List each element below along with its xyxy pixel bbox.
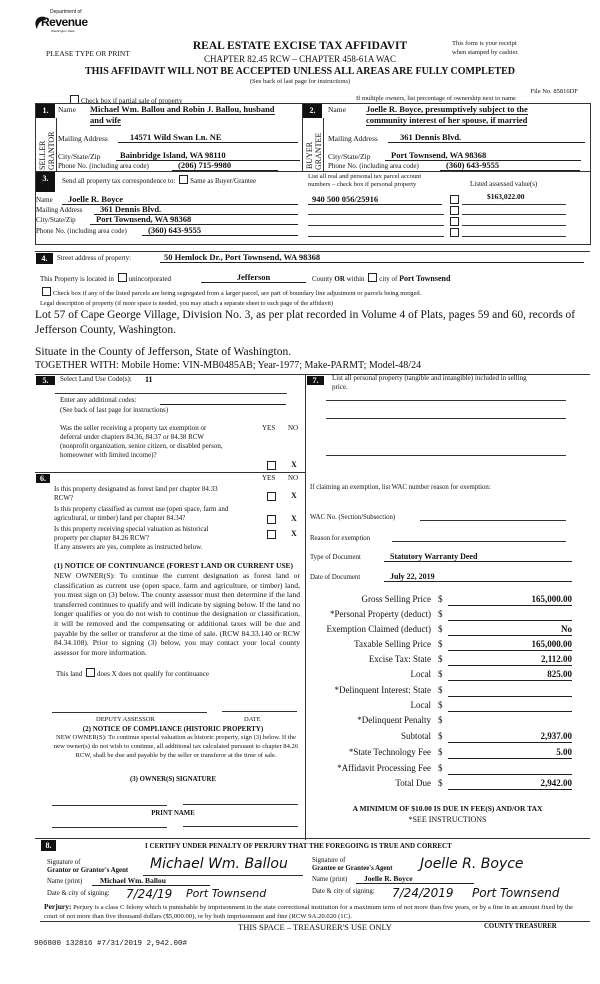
grantee-name-label: Name (print)	[312, 876, 348, 883]
parcel-line[interactable]	[308, 214, 444, 215]
file-number: File No. 85816DF	[530, 88, 578, 95]
personal-property-label-2: price.	[332, 383, 348, 391]
treasurer-use-label: THIS SPACE – TREASURER'S USE ONLY	[238, 922, 392, 932]
currency-symbol: $	[438, 639, 443, 649]
does-not-mark[interactable]: X does not	[111, 670, 142, 678]
owner-signature-label: (3) OWNER(S) SIGNATURE	[130, 776, 216, 783]
personal-property-checkbox[interactable]	[450, 217, 459, 226]
grantor-date-label: Date & city of signing:	[47, 890, 110, 897]
assessed-value[interactable]: $163,022.00	[487, 192, 525, 201]
grantor-signature[interactable]: Michael Wm. Ballou	[150, 856, 288, 872]
corr-city-state-zip[interactable]: Port Townsend, WA 98368	[90, 214, 298, 225]
fee-label: *Affidavit Processing Fee	[337, 763, 431, 773]
seller-mailing-label: Mailing Address	[58, 134, 108, 143]
section-5-number: 5.	[36, 376, 55, 385]
assessed-line[interactable]	[462, 236, 566, 237]
section-1-number: 1.	[36, 104, 55, 118]
see-back-note-5: (See back of last page for instructions)	[60, 406, 169, 414]
exemption-no-mark[interactable]: X	[291, 460, 297, 469]
receipt-note-2: when stamped by cashier.	[452, 49, 519, 56]
notice-continuance-title: (1) NOTICE OF CONTINUANCE (FOREST LAND OR CURRENT USE)	[54, 561, 294, 570]
corr-phone-label: Phone No. (including area code)	[36, 227, 127, 235]
certify-statement: I CERTIFY UNDER PENALTY OF PERJURY THAT THE FOREGOING IS TRUE AND CORRECT	[145, 842, 452, 850]
currency-symbol: $	[438, 763, 443, 773]
grantee-city[interactable]: Port Townsend	[472, 886, 560, 900]
historic-yes-checkbox[interactable]	[267, 530, 276, 539]
grantor-city[interactable]: Port Townsend	[186, 887, 267, 900]
section-2-number: 2.	[303, 104, 322, 118]
continuance-row: This land does X does not qualify for continuance	[56, 670, 209, 678]
fee-label: *Delinquent Interest: State	[334, 685, 431, 695]
seller-mailing-address[interactable]: 14571 Wild Swan Ln. NE	[118, 132, 298, 143]
deputy-signature-line[interactable]	[52, 712, 207, 713]
does-qualify-checkbox[interactable]	[86, 668, 95, 677]
fee-label: Local	[410, 700, 431, 710]
street-address[interactable]: 50 Hemlock Dr., Port Townsend, WA 98368	[160, 252, 584, 263]
currency-symbol: $	[438, 624, 443, 634]
fee-value[interactable]	[448, 700, 572, 712]
owner-signature-line[interactable]	[52, 805, 167, 806]
personal-property-checkbox[interactable]	[450, 228, 459, 237]
divider	[35, 838, 590, 839]
section-7-number: 7.	[307, 376, 324, 385]
doc-date-label: Date of Document	[310, 574, 361, 581]
personal-property-label: List all personal property (tangible and intangible) included in selling	[332, 374, 527, 382]
see-instructions-note: *SEE INSTRUCTIONS	[408, 815, 487, 824]
grantor-date[interactable]: 7/24/19	[126, 887, 173, 901]
grantor-signature-label: Signature of	[47, 859, 81, 866]
buyer-mailing-label: Mailing Address	[328, 134, 378, 143]
exemption-label: If claiming an exemption, list WAC number reason for exemption:	[310, 484, 491, 491]
buyer-name-cont[interactable]: community interest of her spouse, if married	[366, 115, 528, 125]
notice-compliance-title: (2) NOTICE OF COMPLIANCE (HISTORIC PROPERTY)	[82, 725, 264, 733]
cashier-stamp: 906800 132816 #7/31/2019 2,942.00#	[34, 940, 188, 948]
grantor-name-label: Name (print)	[47, 878, 83, 885]
fee-value[interactable]	[448, 609, 572, 621]
seller-city-state-zip[interactable]: Bainbridge Island, WA 98110	[116, 150, 300, 161]
form-chapter: CHAPTER 82.45 RCW – CHAPTER 458-61A WAC	[204, 54, 396, 64]
fee-label: Local	[410, 669, 431, 679]
partial-sale-label: Check box if partial sale of property	[81, 97, 183, 105]
location-row: This Property is located in unincorporated	[40, 275, 172, 283]
county-row: County OR within city of Port Townsend	[312, 274, 451, 283]
currency-symbol: $	[438, 715, 443, 725]
deputy-date-line[interactable]	[222, 711, 297, 712]
assessed-line[interactable]	[462, 225, 566, 226]
owner-signature-line[interactable]	[183, 804, 298, 805]
legal-description[interactable]: Lot 57 of Cape George Village, Division No. 3, as per plat recorded in Volume 4 of Plats, pages 59 and 60, records of	[35, 309, 576, 321]
street-address-label: Street address of property:	[57, 254, 132, 262]
buyer-phone[interactable]: (360) 643-9555	[440, 160, 580, 171]
corr-city-label: City/State/Zip	[36, 216, 76, 224]
divider	[35, 171, 590, 172]
seller-side-label: SELLER GRANTOR	[38, 131, 56, 170]
forest-yes-checkbox[interactable]	[267, 492, 276, 501]
multiple-owners-note: If multiple owners, list percentage of ownership next to name	[356, 95, 516, 102]
logo-top-text: Department of	[50, 9, 82, 15]
notice-compliance-text: NEW OWNER(S): To continue special valuation as historic property, sign (3) below. If the new owner(s) do not wish to continue, all additional tax calculated pursuant to chapter 84.26 RCW, shall be due and payable by the seller or transferor at the time of sale.	[53, 734, 299, 759]
fee-value[interactable]: 5.00	[448, 747, 572, 759]
forest-no-mark[interactable]: X	[291, 491, 297, 500]
yes-header: YES	[262, 474, 276, 482]
grantee-signature[interactable]: Joelle R. Boyce	[420, 856, 524, 872]
divider	[323, 118, 324, 171]
correspondence-label: Send all property tax correspondence to: Same as Buyer/Grantee	[62, 177, 257, 185]
buyer-name[interactable]: Joelle R. Boyce, presumptively subject to the	[366, 104, 528, 114]
buyer-phone-label: Phone No. (including area code)	[328, 162, 419, 170]
personal-property-checkbox[interactable]	[450, 195, 459, 204]
if-yes-note: If any answers are yes, complete as instructed below.	[54, 543, 203, 551]
fee-label: Taxable Selling Price	[354, 639, 431, 649]
personal-property-line[interactable]	[326, 418, 566, 419]
exemption-question-2: deferral under chapters 84.36, 84.37 or 84.38 RCW	[60, 433, 205, 441]
currency-symbol: $	[438, 669, 443, 679]
currency-symbol: $	[438, 609, 443, 619]
forest-land-question-2: RCW?	[54, 494, 74, 502]
fee-label: Exemption Claimed (deduct)	[326, 624, 431, 634]
currency-symbol: $	[438, 731, 443, 741]
buyer-city-label: City/State/Zip	[328, 152, 371, 161]
same-as-buyer-checkbox[interactable]	[179, 175, 188, 184]
additional-codes-label: Enter any additional codes:	[60, 396, 137, 404]
currency-symbol: $	[438, 654, 443, 664]
section-8-number: 8.	[41, 840, 56, 851]
personal-property-line[interactable]	[326, 400, 566, 401]
assessed-line[interactable]	[462, 214, 566, 215]
land-use-label: Select Land Use Code(s):	[60, 375, 132, 383]
doc-date[interactable]: July 22, 2019	[384, 572, 572, 582]
unincorporated-checkbox[interactable]	[118, 273, 127, 282]
no-header: NO	[288, 424, 299, 432]
corr-mailing-label: Mailing Address	[36, 206, 83, 214]
land-use-code[interactable]: 11	[145, 375, 153, 384]
fee-label: Total Due	[395, 778, 431, 788]
assessed-header: Listed assessed value(s)	[470, 180, 538, 188]
form-title: REAL ESTATE EXCISE TAX AFFIDAVIT	[192, 40, 408, 52]
corr-phone[interactable]: (360) 643-9555	[142, 225, 298, 236]
currency-symbol: $	[438, 700, 443, 710]
fee-label: *State Technology Fee	[348, 747, 431, 757]
seller-city-label: City/State/Zip	[58, 152, 101, 161]
section-6-number: 6.	[36, 474, 50, 483]
forest-land-question: Is this property designated as forest land per chapter 84.33	[54, 485, 218, 493]
legal-description-cont[interactable]: Jefferson County, Washington.	[35, 324, 177, 336]
segregated-checkbox[interactable]	[42, 287, 51, 296]
personal-property-line[interactable]	[326, 455, 566, 456]
corr-mailing-address[interactable]: 361 Dennis Blvd.	[94, 204, 298, 215]
fee-value[interactable]	[448, 763, 572, 775]
corr-name-label: Name	[36, 196, 53, 204]
fee-label: *Personal Property (deduct)	[330, 609, 431, 619]
currency-symbol: $	[438, 747, 443, 757]
fee-value[interactable]: 2,937.00	[448, 731, 572, 743]
fee-label: Subtotal	[400, 731, 431, 741]
divider	[35, 472, 305, 473]
seller-phone[interactable]: (206) 715-9980	[172, 160, 278, 171]
buyer-name-label: Name	[328, 105, 346, 114]
fee-label: Gross Selling Price	[361, 594, 431, 604]
print-name-line[interactable]	[52, 827, 167, 828]
currency-symbol: $	[438, 685, 443, 695]
doc-type[interactable]: Statutory Warranty Deed	[384, 552, 572, 562]
wac-label: WAC No. (Section/Subsection)	[310, 514, 396, 521]
current-use-question-2: agricultural, or timber) land per chapter 84.34?	[54, 514, 186, 522]
yes-header: YES	[262, 424, 276, 432]
seller-name[interactable]: Michael Wm. Ballou and Robin J. Ballou, husband	[90, 104, 275, 114]
fee-label: Excise Tax: State	[368, 654, 431, 664]
legal-description-label: Legal description of property (if more space is needed, you may attach a separate sheet to each page of the affidavit)	[40, 300, 334, 307]
seller-name-cont[interactable]: and wife	[90, 115, 121, 125]
city[interactable]: Port Townsend	[399, 274, 451, 283]
situate-text[interactable]: Situate in the County of Jefferson, State of Washington.	[35, 346, 292, 358]
grantor-name[interactable]: Michael Wm. Ballou	[92, 876, 210, 886]
minimum-due-note: A MINIMUM OF $10.00 IS DUE IN FEE(S) AND/OR TAX	[352, 804, 543, 813]
current-use-question: Is this property classified as current use (open space, farm and	[54, 505, 229, 513]
logo-main-text: Revenue	[41, 15, 88, 29]
section-4-number: 4.	[36, 253, 53, 264]
buyer-side-label: BUYER GRANTEE	[305, 132, 323, 170]
exemption-yes-checkbox[interactable]	[267, 461, 276, 470]
fee-value[interactable]: 2,112.00	[448, 654, 572, 666]
fee-value[interactable]: No	[448, 624, 572, 636]
see-back-note: (See back of last page for instructions)	[249, 78, 351, 85]
notice-continuance-text: NEW OWNER(S): To continue the current designation as forest land or classification as current use (open space, farm and agriculture, or timber) land, you must sign on (3) below. The county assessor must then determine if the land transferred continues to qualify and will indicate by signing below. If the land no longer qualifies or you do not wish to continue the designation or classification, it will be removed and the compensating or additional taxes will be due and payable by the seller or transferor at the time of sale. (RCW 84.33.140 or RCW 84.34.108). Prior to signing (3) below, you may contact your local county assessor for more information.	[54, 571, 300, 657]
buyer-mailing-address[interactable]: 361 Dennis Blvd.	[388, 132, 585, 143]
within-city-checkbox[interactable]	[368, 273, 377, 282]
form-warning: THIS AFFIDAVIT WILL NOT BE ACCEPTED UNLESS ALL AREAS ARE FULLY COMPLETED	[84, 66, 516, 77]
parcel-line[interactable]	[308, 236, 444, 237]
fee-value[interactable]: 165,000.00	[448, 639, 572, 651]
grantee-date-label: Date & city of signing:	[312, 888, 375, 895]
assessed-line[interactable]	[462, 204, 566, 205]
county[interactable]: Jefferson	[201, 272, 306, 283]
currency-symbol: $	[438, 594, 443, 604]
grantee-signature-label: Signature of	[312, 857, 346, 864]
reason-label: Reason for exemption	[310, 535, 371, 542]
historic-no-mark[interactable]: X	[291, 529, 297, 538]
grantee-date[interactable]: 7/24/2019	[392, 886, 454, 900]
print-name-line[interactable]	[183, 826, 298, 827]
corr-name[interactable]: Joelle R. Boyce	[62, 194, 298, 205]
seller-name-label: Name	[58, 105, 76, 114]
fee-label: *Delinquent Penalty	[357, 715, 431, 725]
seller-phone-label: Phone No. (including area code)	[58, 162, 149, 170]
currency-symbol: $	[438, 778, 443, 788]
divider	[56, 118, 57, 171]
no-header: NO	[288, 474, 299, 482]
divider	[305, 374, 306, 840]
deputy-assessor-label: DEPUTY ASSESSOR	[96, 716, 155, 723]
print-name-label: PRINT NAME	[151, 810, 195, 817]
doc-type-label: Type of Document	[310, 554, 361, 561]
grantee-signature-label-2: Grantee or Grantee's Agent	[312, 865, 393, 872]
parcel-number[interactable]: 940 500 056/25916	[308, 194, 442, 205]
together-with-text[interactable]: TOGETHER WITH: Mobile Home: VIN-MB0485AB; Year-1977; Make-PARMT; Model-48/24	[35, 360, 422, 371]
historic-question-2: property per chapter 84.26 RCW?	[54, 534, 150, 542]
wac-input[interactable]	[420, 520, 566, 521]
current-use-no-mark[interactable]: X	[291, 514, 297, 523]
reason-input[interactable]	[392, 541, 566, 542]
grantor-signature-label-2: Grantor or Grantor's Agent	[47, 867, 129, 874]
exemption-question-4: homeowner with limited income)?	[60, 451, 157, 459]
section-3-number: 3.	[36, 172, 55, 192]
exemption-question-3: (nonprofit organization, senior citizen, or disabled person,	[60, 442, 223, 450]
fee-value[interactable]: 2,942.00	[448, 778, 572, 790]
fee-value[interactable]: 165,000.00	[448, 594, 572, 606]
parcel-header: List all real and personal tax parcel account	[308, 173, 422, 180]
parcel-line[interactable]	[308, 225, 444, 226]
type-or-print: PLEASE TYPE OR PRINT	[46, 49, 130, 58]
fee-value[interactable]: 825.00	[448, 669, 572, 681]
additional-codes-input[interactable]	[160, 396, 286, 405]
parcel-header-2: numbers – check box if personal property	[308, 181, 417, 188]
grantee-name[interactable]: Joelle R. Boyce	[356, 874, 474, 884]
county-treasurer-label: COUNTY TREASURER	[484, 923, 557, 930]
buyer-city-state-zip[interactable]: Port Townsend, WA 98368	[385, 150, 581, 161]
perjury-notice: Perjury: Perjury is a class C felony which is punishable by imprisonment in the state correctional institution for a maximum term of not more than five years, or by a fine in an amount fixed by the court of not more than five thousand dollars ($5,000.00), or by both imprisonment and fine (RCW 9A.20.020 (1C).	[44, 902, 574, 920]
historic-question: Is this property receiving special valuation as historical	[54, 525, 209, 533]
divider	[55, 393, 287, 394]
personal-property-checkbox[interactable]	[450, 206, 459, 215]
exemption-question: Was the seller receiving a property tax exemption or	[60, 424, 207, 432]
date-label: DATE	[244, 716, 261, 723]
logo-sub-text: Washington State	[51, 29, 75, 33]
current-use-yes-checkbox[interactable]	[267, 515, 276, 524]
receipt-note-1: This form is your receipt	[452, 40, 517, 47]
fee-value[interactable]	[448, 685, 572, 697]
segregated-row: Check box if any of the listed parcels are being segregated from a larger parcel, are part of boundary line adjustment or parcels being merged.	[40, 287, 421, 297]
